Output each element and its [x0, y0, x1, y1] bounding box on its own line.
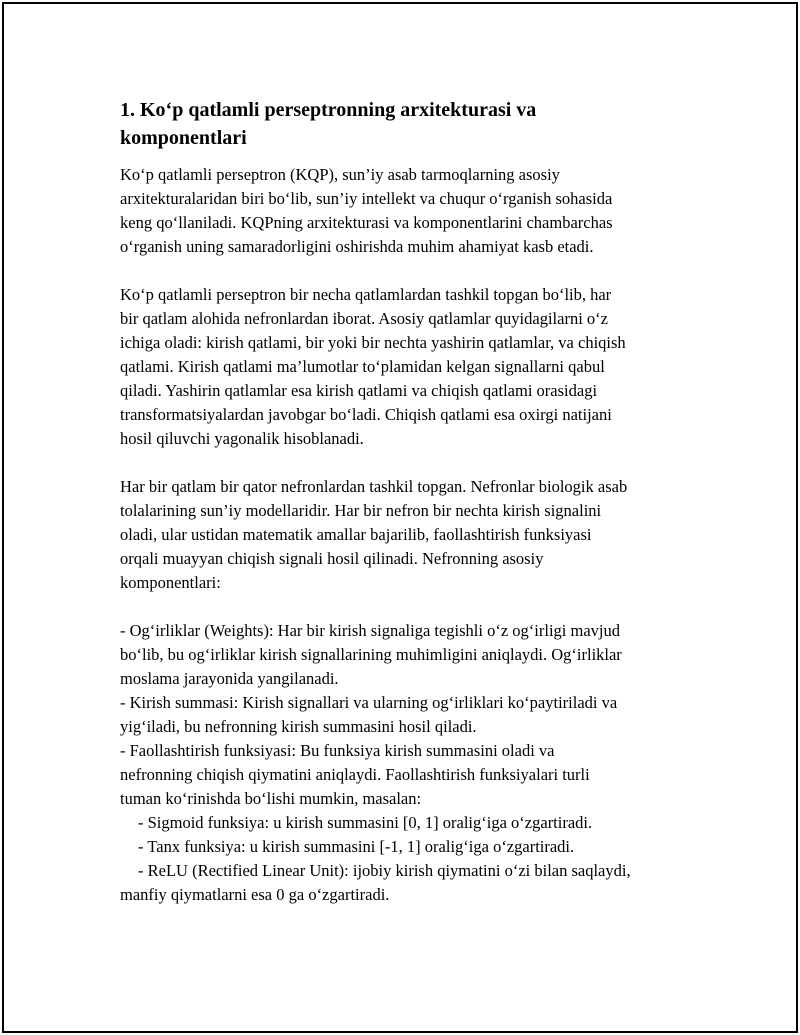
text-line: manfiy qiymatlarni esa 0 ga o‘zgartiradi. — [120, 885, 390, 904]
text-line: keng qo‘llaniladi. KQPning arxitekturasi va komponentlarini chambarchas — [120, 213, 613, 232]
text-line: ichiga oladi: kirish qatlami, bir yoki bir nechta yashirin qatlamlar, va chiqish — [120, 333, 626, 352]
section-heading — [120, 96, 710, 152]
text-line: transformatsiyalardan javobgar bo‘ladi. Chiqish qatlami esa oxirgi natijani — [120, 405, 612, 424]
list-item-line: bo‘lib, bu og‘irliklar kirish signallarining muhimligini aniqlaydi. Og‘irliklar — [120, 645, 622, 664]
paragraph-layers — [120, 283, 710, 451]
text-line: orqali muayyan chiqish signali hosil qilinadi. Nefronning asosiy — [120, 549, 544, 568]
list-item-line: - Kirish summasi: Kirish signallari va ularning og‘irliklari ko‘paytiriladi va — [120, 693, 618, 712]
text-line: Ko‘p qatlamli perseptron (KQP), sun’iy asab tarmoqlarning asosiy — [120, 165, 560, 184]
paragraph-components — [120, 619, 710, 907]
text-line: Ko‘p qatlamli perseptron bir necha qatlamlardan tashkil topgan bo‘lib, har — [120, 285, 612, 304]
text-line: arxitekturalaridan biri bo‘lib, sun’iy intellekt va chuqur o‘rganish sohasida — [120, 189, 613, 208]
sub-list-item: - Sigmoid funksiya: u kirish summasini [0, 1] oralig‘iga o‘zgartiradi. — [138, 813, 593, 832]
text-line: tolalarining sun’iy modellaridir. Har bir nefron bir nechta kirish signalini — [120, 501, 602, 520]
text-line: qatlami. Kirish qatlami ma’lumotlar to‘plamidan kelgan signallarni qabul — [120, 357, 605, 376]
list-item-line: - Og‘irliklar (Weights): Har bir kirish signaliga tegishli o‘z og‘irligi mavjud — [120, 621, 620, 640]
list-item-line: moslama jarayonida yangilanadi. — [120, 669, 339, 688]
list-item-line: - Faollashtirish funksiyasi: Bu funksiya kirish summasini oladi va — [120, 741, 555, 760]
paragraph-intro — [120, 163, 710, 259]
heading-line: komponentlari — [120, 127, 247, 149]
paragraph-neurons — [120, 475, 710, 595]
text-line: qiladi. Yashirin qatlamlar esa kirish qatlami va chiqish qatlami orasidagi — [120, 381, 598, 400]
list-item-line: tuman ko‘rinishda bo‘lishi mumkin, masalan: — [120, 789, 422, 808]
text-line: oladi, ular ustidan matematik amallar bajarilib, faollashtirish funksiyasi — [120, 525, 592, 544]
sub-list-item: - ReLU (Rectified Linear Unit): ijobiy kirish qiymatini o‘zi bilan saqlaydi, — [138, 861, 631, 880]
text-line: komponentlari: — [120, 573, 221, 592]
text-line: hosil qiluvchi yagonalik hisoblanadi. — [120, 429, 364, 448]
document-body — [120, 96, 710, 931]
list-item-line: nefronning chiqish qiymatini aniqlaydi. Faollashtirish funksiyalari turli — [120, 765, 590, 784]
list-item-line: yig‘iladi, bu nefronning kirish summasini hosil qiladi. — [120, 717, 477, 736]
page-frame — [2, 2, 798, 1033]
heading-line: 1. Ko‘p qatlamli perseptronning arxitekturasi va — [120, 99, 537, 121]
text-line: o‘rganish uning samaradorligini oshirishda muhim ahamiyat kasb etadi. — [120, 237, 594, 256]
text-line: Har bir qatlam bir qator nefronlardan tashkil topgan. Nefronlar biologik asab — [120, 477, 628, 496]
sub-list-item: - Tanx funksiya: u kirish summasini [-1, 1] oralig‘iga o‘zgartiradi. — [138, 837, 575, 856]
text-line: bir qatlam alohida nefronlardan iborat. Asosiy qatlamlar quyidagilarni o‘z — [120, 309, 608, 328]
